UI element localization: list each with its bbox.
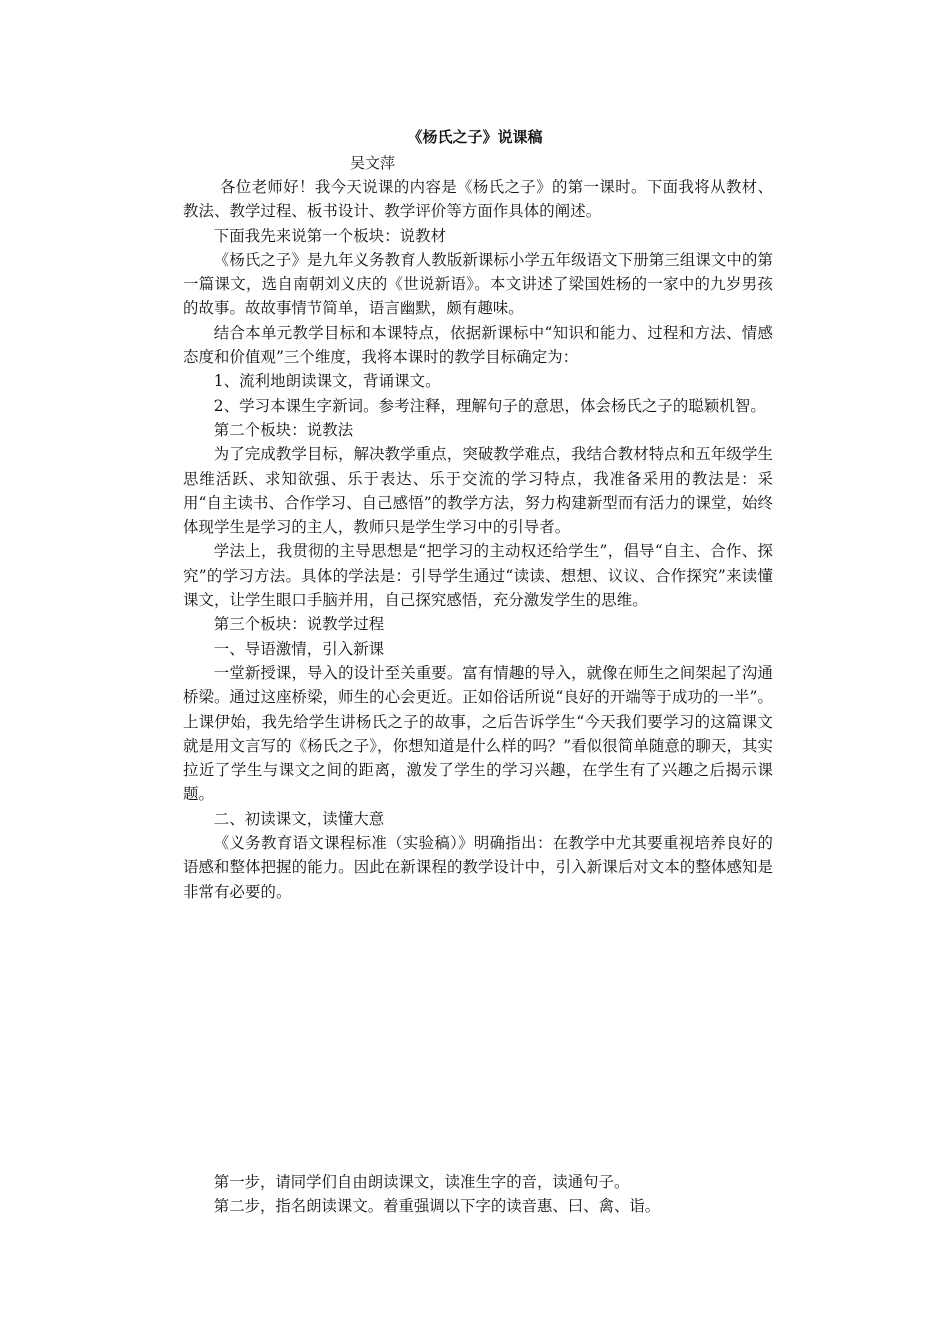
- subheading-intro: 一、导语激情，引入新课: [213, 639, 385, 658]
- subheading-first-reading: 二、初读课文，读懂大意: [213, 809, 385, 828]
- step-1: 第一步，请同学们自由朗读课文，读准生字的音，读通句子。: [213, 1173, 630, 1191]
- paragraph-method: 为了完成教学目标，解决教学重点，突破教学难点，我结合教材特点和五年级学生思维活跃、求知欲强、乐于表达、乐于交流的学习特点，我准备采用的教法是：采用“自主读书、合作学习、自己感悟”的教学方法，努力构建新型而有活力的课堂，始终体现学生是学习的主人，教师只是学生学习中的引导者。: [183, 445, 773, 537]
- document-body: [183, 175, 773, 904]
- section-heading-method: 第二个板块：说教法: [213, 420, 354, 439]
- paragraph-textbook: 《杨氏之子》是九年义务教育人教版新课标小学五年级语文下册第三组课文中的第一篇课文，选自南朝刘义庆的《世说新语》。本文讲述了梁国姓杨的一家中的九岁男孩的故事。故故事情节简单，语言幽默，颇有趣味。: [183, 250, 773, 318]
- goal-item-1: 1、流利地朗读课文，背诵课文。: [213, 372, 441, 391]
- goal-item-2: 2、学习本课生字新词。参考注释，理解句子的意思，体会杨氏之子的聪颖机智。: [213, 396, 766, 415]
- section-heading-textbook: 下面我先来说第一个板块：说教材: [213, 226, 447, 245]
- paragraph-lead-in: 一堂新授课，导入的设计至关重要。富有情趣的导入，就像在师生之间架起了沟通桥梁。通过这座桥梁，师生的心会更近。正如俗话所说“良好的开端等于成功的一半”。上课伊始，我先给学生讲杨氏之子的故事，之后告诉学生“今天我们要学习的这篇课文就是用文言写的《杨氏之子》，你想知道是什么样的吗？”看似很简单随意的聊天，其实拉近了学生与课文之间的距离，激发了学生的学习兴趣，在学生有了兴趣之后揭示课题。: [183, 663, 773, 804]
- paragraph-goals: 结合本单元教学目标和本课特点，依据新课标中“知识和能力、过程和方法、情感态度和价值观”三个维度，我将本课时的教学目标确定为：: [183, 323, 773, 367]
- paragraph-standard: 《义务教育语文课程标准（实验稿）》明确指出：在教学中尤其要重视培养良好的语感和整体把握的能力。因此在新课程的教学设计中，引入新课后对文本的整体感知是非常有必要的。: [183, 834, 773, 901]
- document-title: 《杨氏之子》说课稿: [407, 128, 543, 146]
- document-author: 吴文萍: [350, 154, 396, 172]
- document-body-continued: [183, 1170, 773, 1219]
- step-2: 第二步，指名朗读课文。着重强调以下字的读音惠、曰、禽、诣。: [213, 1197, 661, 1216]
- paragraph-learning-method: 学法上，我贯彻的主导思想是“把学习的主动权还给学生”，倡导“自主、合作、探究”的学习方法。具体的学法是：引导学生通过“读读、想想、议议、合作探究”来读懂课文，让学生眼口手脑并用，自己探究感悟，充分激发学生的思维。: [183, 542, 773, 610]
- paragraph-intro: 各位老师好！我今天说课的内容是《杨氏之子》的第一课时。下面我将从教材、教法、教学过程、板书设计、教学评价等方面作具体的阐述。: [183, 178, 773, 221]
- section-heading-process: 第三个板块：说教学过程: [213, 615, 385, 634]
